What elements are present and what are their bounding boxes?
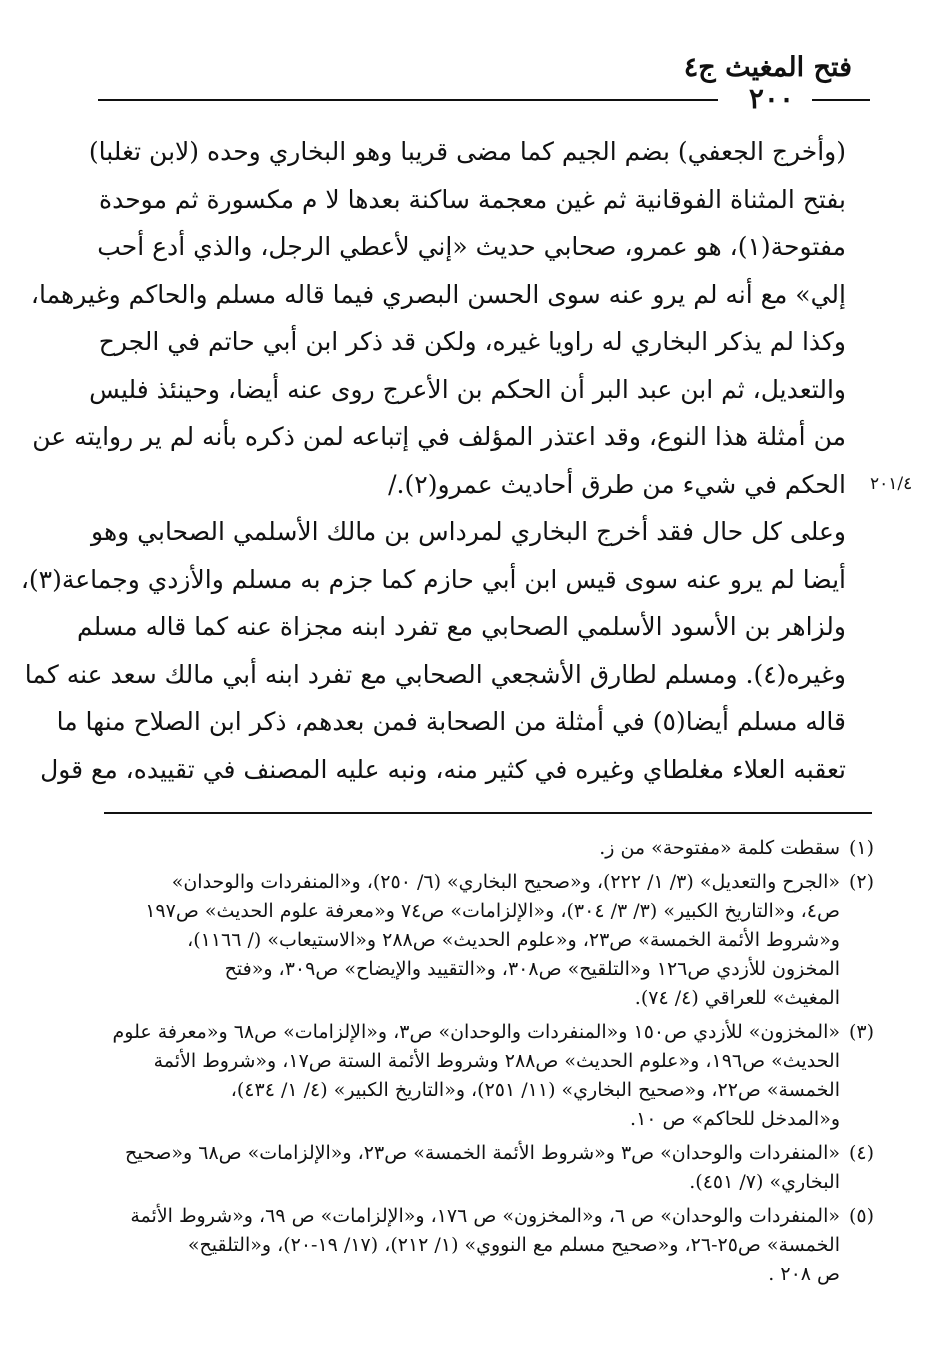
paragraph-1: [30, 128, 872, 508]
header-rule: [88, 82, 870, 116]
text-line: أيضا لم يرو عنه سوى قيس ابن أبي حازم كما جزم به مسلم والأزدي وجماعة(٣)،: [20, 564, 846, 594]
text-line: إلي» مع أنه لم يرو عنه سوى الحسن البصري فيما قاله مسلم والحاكم وغيرهما،: [30, 279, 846, 309]
text-line: (وأخرج الجعفي) بضم الجيم كما مضى قريبا وهو البخاري وحده (لابن تغلبا): [88, 137, 846, 166]
text-line: والتعديل، ثم ابن عبد البر أن الحكم بن الأعرج روى عنه أيضا، وحينئذ فليس: [89, 374, 846, 404]
footnote-line: «المنفردات والوحدان» ص٣ و«شروط الأئمة الخمسة» ص٢٣، و«الإلزامات» ص٦٨ و«صحيح: [124, 1142, 840, 1164]
running-header-title: فتح المغيث ج٤: [683, 52, 852, 83]
text-line: بفتح المثناة الفوقانية ثم غين معجمة ساكنة بعدها لا م مكسورة ثم موحدة: [98, 184, 846, 214]
footnote-line: و«شروط الأئمة الخمسة» ص٢٣، و«علوم الحديث» ص٢٨٨ و«الاستيعاب» (/ ١١٦٦)،: [187, 929, 840, 951]
main-text: [20, 128, 872, 793]
header-rule-left: [98, 99, 718, 101]
footnote-separator: [104, 812, 872, 814]
footnote-line: الحديث» ص١٩٦، و«علوم الحديث» ص٢٨٨ وشروط الأئمة الستة ص١٧، و«شروط الأئمة: [153, 1050, 840, 1072]
footnote-line: ص٤، و«التاريخ الكبير» (٣/ ٣/ ٣٠٤)، و«الإلزامات» ص٧٤ و«معرفة علوم الحديث» ص١٩٧: [145, 900, 840, 922]
footnote-line: سقطت كلمة «مفتوحة» من ز.: [599, 837, 840, 859]
footnote-number: (١): [848, 837, 874, 859]
footnote-3: [104, 1018, 874, 1134]
footnote-line: و«المدخل للحاكم» ص ١٠.: [630, 1108, 840, 1130]
page-number: ٢٠٠: [748, 82, 794, 115]
footnote-number: (٣): [848, 1021, 874, 1043]
text-line: وكذا لم يذكر البخاري له راويا غيره، ولكن قد ذكر ابن أبي حاتم في الجرح: [98, 327, 846, 356]
text-line: تعقبه العلاء مغلطاي وغيره في كثير منه، ونبه عليه المصنف في تقييده، مع قول: [40, 754, 846, 784]
footnote-number: (٥): [848, 1205, 874, 1227]
footnote-line: الخمسة» ص٢٥-٢٦، و«صحيح مسلم مع النووي» (١/ ٢١٢)، (١٧/ ١٩-٢٠)، و«التلقيح»: [187, 1234, 840, 1256]
footnote-number: (٤): [848, 1142, 874, 1164]
footnote-text: [104, 834, 840, 863]
text-line: وعلى كل حال فقد أخرج البخاري لمرداس بن مالك الأسلمي الصحابي وهو: [91, 517, 846, 546]
footnote-line: ص ٢٠٨ .: [768, 1263, 840, 1285]
footnote-text: [104, 1018, 840, 1134]
footnote-5: [104, 1202, 874, 1289]
footnote-text: [104, 1202, 840, 1289]
footnote-1: [104, 834, 874, 863]
footnote-line: «المخزون» للأزدي ص١٥٠ و«المنفردات والوحدان» ص٣، و«الإلزامات» ص٦٨ و«معرفة علوم: [112, 1021, 840, 1043]
footnote-line: المخزون للأزدي ص١٢٦ و«التلقيح» ص٣٠٨، و«التقييد والإيضاح» ص٣٠٩، و«فتح: [224, 958, 840, 980]
footnote-line: البخاري» (٧/ ٤٥١).: [689, 1171, 840, 1193]
footnote-line: الخمسة» ص٢٢، و«صحيح البخاري» (١١/ ٢٥١)، و«التاريخ الكبير» (٤/ ١/ ٤٣٤)،: [230, 1079, 840, 1101]
text-line: وغيره(٤). ومسلم لطارق الأشجعي الصحابي مع تفرد ابنه أبي مالك سعد عنه كما: [24, 659, 846, 689]
footnotes: [104, 834, 874, 1294]
footnote-line: «الجرح والتعديل» (٣/ ١/ ٢٢٢)، و«صحيح البخاري» (٦/ ٢٥٠)، و«المنفردات والوحدان»: [171, 871, 840, 893]
text-line: مفتوحة(١)، هو عمرو، صحابي حديث «إني لأعطي الرجل، والذي أدع أحب: [97, 232, 846, 261]
footnote-number: (٢): [848, 871, 874, 893]
paragraph-2: [20, 508, 872, 793]
text-line: الحكم في شيء من طرق أحاديث عمرو(٢)./: [388, 469, 846, 499]
footnote-text: [104, 1139, 840, 1197]
text-line: قاله مسلم أيضا(٥) في أمثلة من الصحابة فمن بعدهم، ذكر ابن الصلاح منها ما: [56, 707, 846, 736]
footnote-text: [104, 868, 840, 1013]
text-line: ولزاهر بن الأسود الأسلمي الصحابي مع تفرد ابنه مجزاة عنه كما قاله مسلم: [77, 612, 846, 641]
footnote-line: «المنفردات والوحدان» ص ٦، و«المخزون» ص ١٧٦، و«الإلزامات» ص ٦٩، و«شروط الأئمة: [130, 1205, 840, 1227]
margin-page-reference: ٢٠١/٤: [870, 474, 913, 494]
footnote-2: [104, 868, 874, 1013]
text-line: من أمثلة هذا النوع، وقد اعتذر المؤلف في إتباعه لمن ذكره بأنه لم ير روايته عن: [32, 422, 846, 451]
header-rule-right: [812, 99, 870, 101]
footnote-line: المغيث» للعراقي (٤/ ٧٤).: [634, 987, 840, 1009]
footnote-4: [104, 1139, 874, 1197]
